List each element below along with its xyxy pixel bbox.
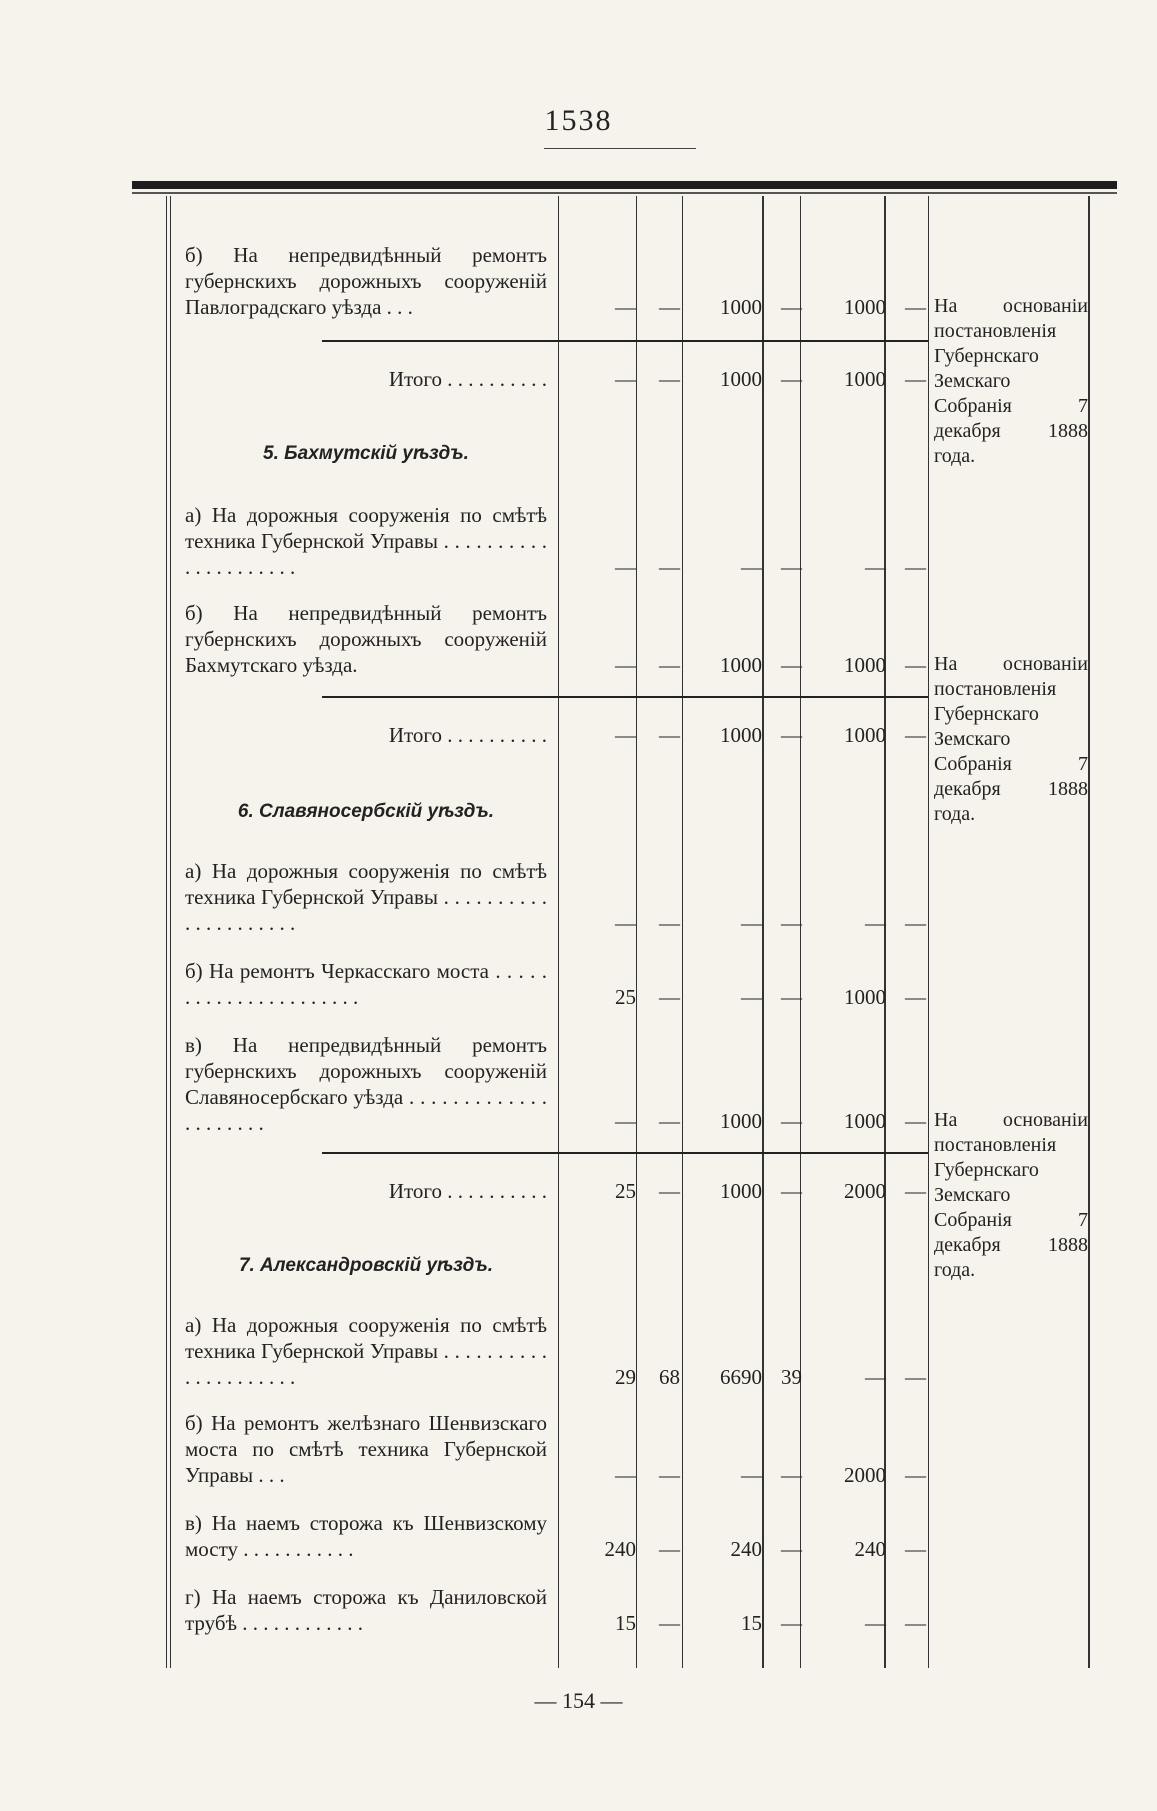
row-value: — [905, 1365, 926, 1389]
row-value: — [781, 911, 802, 935]
total-value: — [615, 723, 636, 747]
row-value: — [615, 555, 636, 579]
row-description: а) На дорожныя сооруженія по смѣтѣ техника Губернской Управы . . . . . . . . . . . . . . . . . . . . . [185, 859, 547, 935]
row-value: — [659, 555, 680, 579]
row-description: в) На наемъ сторожа къ Шенвизскому мосту . . . . . . . . . . . [185, 1511, 547, 1561]
row-value: — [781, 653, 802, 677]
column-rule [762, 196, 764, 1668]
total-rule [322, 1152, 928, 1154]
row-value: — [741, 985, 762, 1009]
row-value: — [781, 555, 802, 579]
total-rule [322, 340, 928, 342]
section-heading: 7. Александровскій уѣздъ. [238, 1255, 494, 1276]
row-value: 1000 [844, 1109, 886, 1133]
row-value: — [905, 295, 926, 319]
row-value: — [781, 295, 802, 319]
total-value: 1000 [844, 723, 886, 747]
row-value: — [659, 911, 680, 935]
column-rule [558, 196, 559, 1668]
remark-note: На основаніи постановленія Губернскаго Земскаго Собранія 7 декабря 1888 года. [934, 295, 1088, 467]
total-label: Итого . . . . . . . . . . [388, 367, 547, 391]
row-value: — [781, 985, 802, 1009]
row-value: — [865, 911, 886, 935]
row-value: 6690 [720, 1365, 762, 1389]
row-value: 29 [615, 1365, 636, 1389]
row-value: — [659, 985, 680, 1009]
total-value: — [905, 723, 926, 747]
row-value: — [741, 911, 762, 935]
row-description: в) На непредвидѣнный ремонтъ губернскихъ дорожныхъ сооруженій Славяносербскаго уѣзда . . . . . . . . . . . . . . . . . . . . . [185, 1033, 547, 1135]
total-value: 1000 [720, 367, 762, 391]
section-heading: 6. Славяносербскій уѣздъ. [237, 801, 495, 822]
row-value: — [781, 1463, 802, 1487]
row-value: — [905, 653, 926, 677]
remark-note: На основаніи постановленія Губернскаго Земскаго Собранія 7 декабря 1888 года. [934, 653, 1088, 825]
row-value: 25 [615, 985, 636, 1009]
page-number-rule [544, 148, 696, 149]
row-value: — [615, 911, 636, 935]
total-value: — [615, 367, 636, 391]
row-value: 15 [741, 1611, 762, 1635]
row-value: — [905, 985, 926, 1009]
column-rule [636, 196, 637, 1668]
header-rule-thick [132, 181, 1117, 189]
row-value: — [615, 653, 636, 677]
total-value: — [781, 367, 802, 391]
row-description: б) На непредвидѣнный ремонтъ губернскихъ дорожныхъ сооруженій Бахмутскаго уѣзда. [185, 601, 547, 677]
column-rule [1088, 196, 1090, 1668]
row-description: а) На дорожныя сооруженія по смѣтѣ техника Губернской Управы . . . . . . . . . . . . . . . . . . . . . [185, 1313, 547, 1389]
row-value: — [865, 555, 886, 579]
row-value: 68 [659, 1365, 680, 1389]
column-rule [170, 196, 171, 1668]
row-value: — [865, 1365, 886, 1389]
row-value: — [659, 1611, 680, 1635]
total-value: — [659, 723, 680, 747]
total-value: 1000 [844, 367, 886, 391]
row-value: — [615, 295, 636, 319]
total-value: — [781, 723, 802, 747]
row-value: 1000 [844, 295, 886, 319]
row-value: 15 [615, 1611, 636, 1635]
row-value: 240 [854, 1537, 886, 1561]
column-rule [166, 196, 167, 1668]
row-value: 1000 [720, 295, 762, 319]
row-value: — [659, 653, 680, 677]
row-value: 240 [604, 1537, 636, 1561]
total-value: — [659, 1179, 680, 1203]
total-value: — [659, 367, 680, 391]
row-value: 2000 [844, 1463, 886, 1487]
row-description: б) На ремонтъ желѣзнаго Шенвизскаго моста по смѣтѣ техника Губернской Управы . . . [185, 1411, 547, 1487]
remark-note: На основаніи постановленія Губернскаго Земскаго Собранія 7 декабря 1888 года. [934, 1109, 1088, 1281]
total-rule [322, 696, 928, 698]
row-description: б) На непредвидѣнный ремонтъ губернскихъ дорожныхъ сооруженій Павлоградскаго уѣзда . . . [185, 243, 547, 319]
page-footer: — 154 — [534, 1688, 623, 1713]
row-value: — [865, 1611, 886, 1635]
row-value: — [905, 1537, 926, 1561]
row-description: б) На ремонтъ Черкасскаго моста . . . . . . . . . . . . . . . . . . . . . . [185, 959, 547, 1009]
total-label: Итого . . . . . . . . . . [388, 723, 547, 747]
total-value: 2000 [844, 1179, 886, 1203]
column-rule [928, 196, 929, 1668]
row-value: — [659, 1463, 680, 1487]
header-rule-thin [132, 192, 1117, 194]
row-value: 1000 [844, 653, 886, 677]
row-value: — [905, 1463, 926, 1487]
row-value: — [741, 555, 762, 579]
row-description: г) На наемъ сторожа къ Даниловской трубѣ . . . . . . . . . . . . [185, 1585, 547, 1635]
row-value: — [615, 1109, 636, 1133]
row-value: — [741, 1463, 762, 1487]
row-value: — [659, 295, 680, 319]
row-value: 1000 [844, 985, 886, 1009]
row-value: — [905, 911, 926, 935]
row-value: — [659, 1537, 680, 1561]
row-value: — [615, 1463, 636, 1487]
section-heading: 5. Бахмутскій уѣздъ. [263, 443, 469, 464]
total-value: 1000 [720, 1179, 762, 1203]
row-value: 240 [730, 1537, 762, 1561]
page-number: 1538 [544, 104, 613, 137]
row-value: — [781, 1611, 802, 1635]
total-label: Итого . . . . . . . . . . [388, 1179, 547, 1203]
row-value: — [905, 1109, 926, 1133]
total-value: — [905, 1179, 926, 1203]
row-description: а) На дорожныя сооруженія по смѣтѣ техника Губернской Управы . . . . . . . . . . . . . . . . . . . . . [185, 503, 547, 579]
row-value: — [781, 1537, 802, 1561]
row-value: — [905, 555, 926, 579]
total-value: — [905, 367, 926, 391]
row-value: — [781, 1109, 802, 1133]
row-value: — [905, 1611, 926, 1635]
row-value: 1000 [720, 1109, 762, 1133]
total-value: 1000 [720, 723, 762, 747]
column-rule [682, 196, 683, 1668]
total-value: 25 [615, 1179, 636, 1203]
row-value: 39 [781, 1365, 802, 1389]
row-value: — [659, 1109, 680, 1133]
row-value: 1000 [720, 653, 762, 677]
total-value: — [781, 1179, 802, 1203]
